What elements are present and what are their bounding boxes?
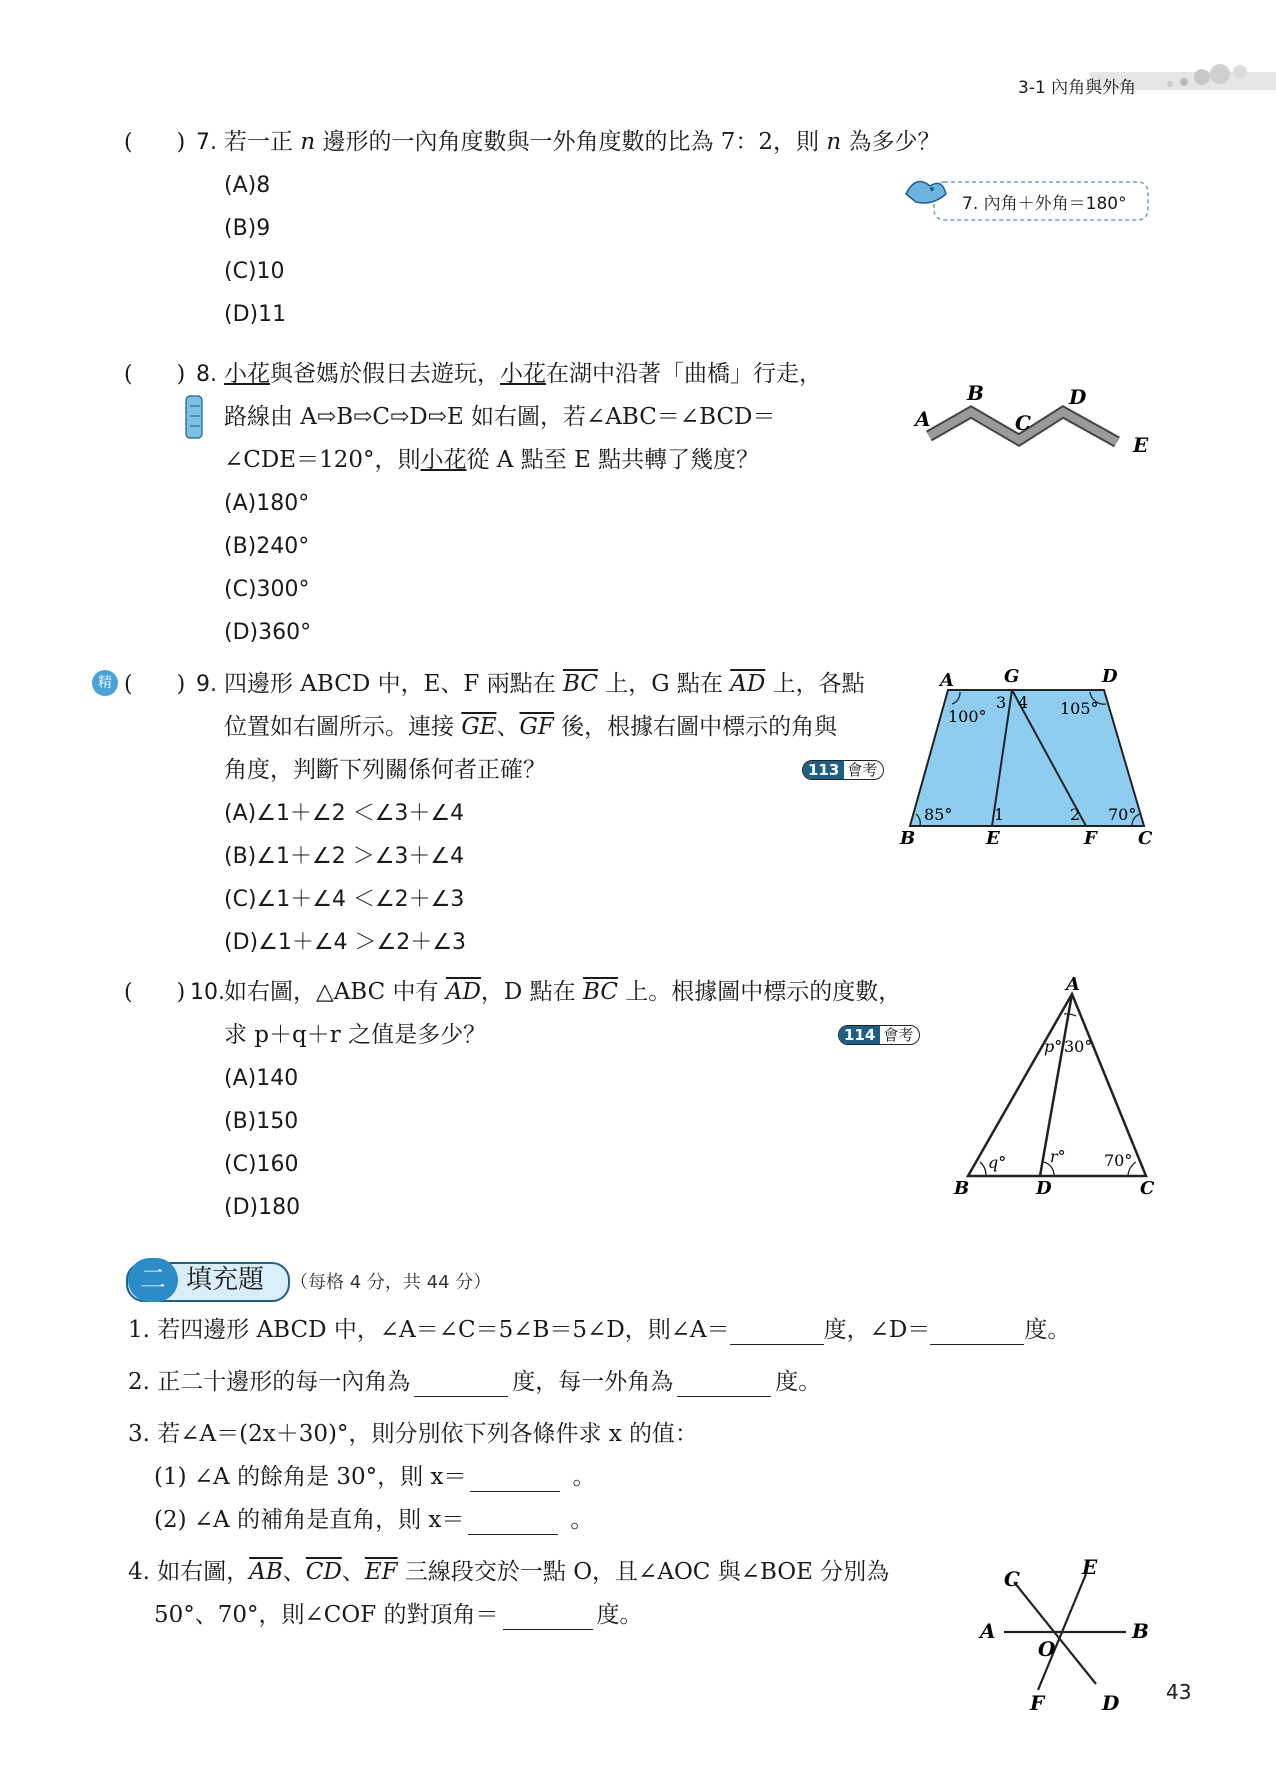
fill-question-2: 2. 正二十邊形的每一內角為 度，每一外角為 度。 [128, 1369, 822, 1395]
intersecting-lines-figure [976, 1552, 1156, 1712]
label-a: A [915, 407, 931, 431]
section-title: 填充題 [186, 1265, 265, 1295]
answer-blank[interactable] [468, 1512, 558, 1535]
option-c[interactable]: (C)10 [224, 259, 285, 284]
label-e: E [1082, 1555, 1098, 1579]
question-text-line3: ∠CDE＝120°，則小花從 A 點至 E 點共轉了幾度？ [224, 447, 760, 473]
option-c[interactable]: (C)160 [224, 1152, 299, 1177]
question-text-line3: 角度，判斷下列關係何者正確？ [224, 757, 546, 783]
question-text-line2: 求 p＋q＋r 之值是多少？ [224, 1022, 487, 1048]
option-b[interactable]: (B)150 [224, 1109, 299, 1134]
angle-2: 2 [1070, 805, 1081, 824]
cloud-dots-icon [1150, 62, 1260, 96]
exam-tag: 113 會考 [802, 760, 884, 780]
label-o: O [1038, 1637, 1056, 1661]
option-b[interactable]: (B)∠1＋∠2 ＞∠3＋∠4 [224, 844, 465, 869]
fill-question-1: 1. 若四邊形 ABCD 中，∠A＝∠C＝5∠B＝5∠D，則∠A＝ 度，∠D＝ 度。 [128, 1317, 1071, 1343]
angle-30: 30° [1064, 1037, 1093, 1056]
label-d: D [1102, 1691, 1120, 1712]
angle-105: 105° [1060, 699, 1099, 718]
label-c: C [1140, 1178, 1155, 1199]
option-d[interactable]: (D)∠1＋∠4 ＞∠2＋∠3 [224, 930, 466, 955]
angle-4: 4 [1018, 693, 1029, 712]
answer-paren[interactable]: ( ) [124, 672, 186, 697]
page-number: 43 [1166, 1680, 1192, 1704]
label-b: B [1132, 1619, 1149, 1643]
section-note: （每格 4 分，共 44 分） [290, 1272, 492, 1293]
label-c: C [1138, 828, 1153, 849]
option-c[interactable]: (C)300° [224, 577, 310, 602]
option-d[interactable]: (D)11 [224, 302, 287, 327]
hint-text: 7. 內角＋外角＝180° [962, 194, 1127, 214]
angle-70: 70° [1108, 805, 1137, 824]
option-d[interactable]: (D)180 [224, 1195, 301, 1220]
option-a[interactable]: (A)140 [224, 1066, 299, 1091]
answer-blank[interactable] [677, 1374, 771, 1397]
question-number: 9. [196, 672, 217, 697]
hint-box [902, 172, 1152, 224]
section-badge-number: 二 [128, 1258, 178, 1302]
label-c: C [1004, 1567, 1020, 1591]
label-b: B [900, 828, 916, 849]
answer-blank[interactable] [470, 1469, 560, 1492]
question-text-line1: 四邊形 ABCD 中，E、F 兩點在 $\overline{BC}$ 上，G 點在 $\overline{AD}$ 上，各點 [224, 671, 865, 697]
option-d[interactable]: (D)360° [224, 620, 312, 645]
angle-r: r° [1050, 1147, 1066, 1166]
angle-70: 70° [1104, 1151, 1133, 1170]
zigzag-bridge-figure [905, 378, 1155, 464]
option-b[interactable]: (B)9 [224, 216, 271, 241]
angle-100: 100° [948, 707, 987, 726]
label-b: B [954, 1178, 970, 1199]
question-number: 7. [196, 130, 217, 155]
option-b[interactable]: (B)240° [224, 534, 310, 559]
answer-blank[interactable] [503, 1607, 593, 1630]
featured-badge: 精 [92, 670, 118, 696]
option-a[interactable]: (A)180° [224, 491, 310, 516]
angle-3: 3 [996, 693, 1007, 712]
label-a: A [980, 1619, 996, 1643]
label-f: F [1084, 828, 1097, 849]
answer-blank[interactable] [414, 1374, 508, 1397]
fill-question-4-line1: 4. 如右圖，$\overline{AB}$、$\overline{CD}$、$\overline{EF}$ 三線段交於一點 O，且∠AOC 與∠BOE 分別為 [128, 1559, 890, 1585]
option-a[interactable]: (A)8 [224, 173, 271, 198]
label-c: C [1015, 411, 1031, 435]
answer-paren[interactable]: ( ) [124, 130, 186, 155]
answer-paren[interactable]: ( ) [124, 980, 186, 1005]
triangle-figure [940, 970, 1160, 1200]
label-g: G [1004, 666, 1020, 687]
question-text-line1: 如右圖，△ABC 中有 $\overline{AD}$，D 點在 $\overline{BC}$ 上。根據圖中標示的度數， [224, 979, 902, 1005]
reading-icon [180, 392, 210, 448]
fill-question-4-line2: 50°、70°，則∠COF 的對頂角＝ 度。 [154, 1602, 643, 1628]
exam-tag: 114 會考 [838, 1025, 920, 1045]
question-text-line2: 位置如右圖所示。連接 $\overline{GE}$、$\overline{GF}$ 後，根據右圖中標示的角與 [224, 714, 838, 740]
question-text-line1: 小花與爸媽於假日去遊玩，小花在湖中沿著「曲橋」行走， [224, 361, 822, 387]
label-f: F [1030, 1691, 1045, 1712]
fill-question-3-2: (2) ∠A 的補角是直角，則 x＝ 。 [154, 1507, 594, 1533]
header-decoration [1150, 62, 1260, 100]
angle-1: 1 [994, 805, 1005, 824]
fill-question-3: 3. 若∠A＝(2x＋30)°，則分別依下列各條件求 x 的值： [128, 1421, 699, 1447]
option-a[interactable]: (A)∠1＋∠2 ＜∠3＋∠4 [224, 801, 465, 826]
label-a: A [940, 670, 954, 691]
answer-paren[interactable]: ( ) [124, 362, 186, 387]
label-e: E [1133, 433, 1149, 457]
question-text-line2: 路線由 A⇨B⇨C⇨D⇨E 如右圖，若∠ABC＝∠BCD＝ [224, 404, 776, 430]
question-text: 若一正 n 邊形的一內角度數與一外角度數的比為 7：2，則 n 為多少？ [224, 129, 941, 155]
answer-blank[interactable] [930, 1322, 1024, 1345]
fill-question-3-1: (1) ∠A 的餘角是 30°，則 x＝ 。 [154, 1464, 596, 1490]
label-d: D [1069, 385, 1087, 409]
question-number: 8. [196, 362, 217, 387]
label-d: D [1102, 666, 1118, 687]
question-number: 10. [190, 980, 225, 1005]
angle-p: p° [1044, 1037, 1063, 1056]
section-header: 3-1 內角與外角 [1018, 78, 1137, 98]
quadrilateral-figure [890, 664, 1160, 856]
answer-blank[interactable] [730, 1322, 824, 1345]
option-c[interactable]: (C)∠1＋∠4 ＜∠2＋∠3 [224, 887, 465, 912]
label-b: B [967, 381, 984, 405]
label-a: A [1066, 974, 1080, 995]
angle-85: 85° [924, 805, 953, 824]
label-d: D [1036, 1178, 1052, 1199]
angle-q: q° [988, 1153, 1007, 1172]
label-e: E [986, 828, 1000, 849]
